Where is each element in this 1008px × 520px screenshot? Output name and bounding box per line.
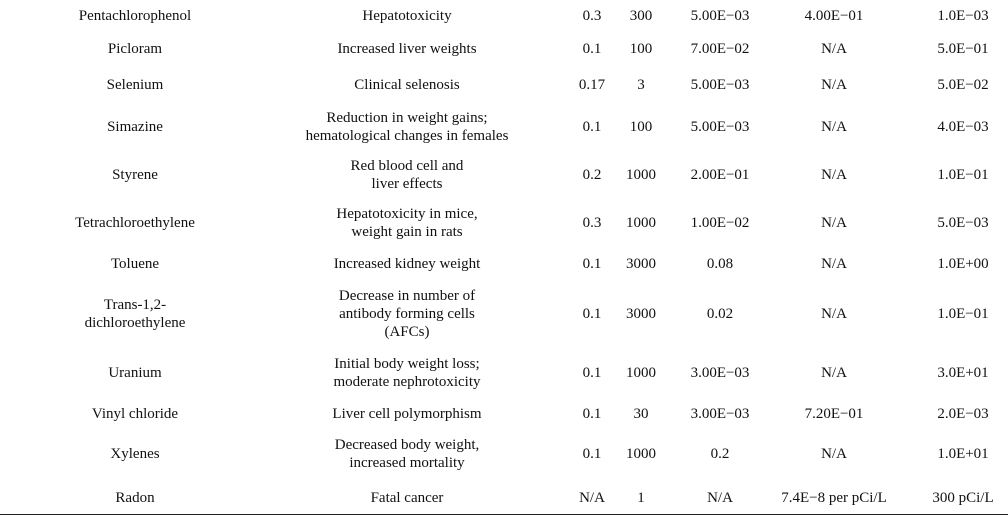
value-col-4: 3000 [626,256,656,272]
value-col-4: 100 [629,41,653,57]
chemical-name: Vinyl chloride [91,406,179,422]
value-col-3: 0.1 [582,365,602,381]
value-col-6: N/A [821,446,847,462]
value-col-7: 1.0E+00 [937,256,989,272]
value-col-3: 0.3 [582,8,602,24]
value-col-4: 1000 [626,167,656,183]
table-row [0,66,1008,104]
value-col-6: 7.4E−8 per pCi/L [781,490,887,506]
table-row [0,104,1008,150]
critical-effect-line: antibody forming cells [339,306,475,322]
chemical-name: Styrene [112,167,158,183]
critical-effect [300,484,514,512]
value-col-7: 1.0E−03 [937,8,989,24]
critical-effect-line: Decreased body weight, [334,437,480,453]
critical-effect-line: Red blood cell and [350,158,464,174]
value-col-5: 5.00E−03 [690,77,750,93]
value-col-7: 5.0E−01 [937,41,989,57]
value-col-5: 3.00E−03 [690,365,750,381]
value-col-4: 30 [633,406,649,422]
critical-effect-line: increased mortality [349,455,465,471]
critical-effect [300,428,514,480]
critical-effect-line: Decrease in number of [338,288,476,304]
value-col-4: 3000 [626,306,656,322]
critical-effect [300,150,514,200]
critical-effect [300,346,514,400]
critical-effect-line: Initial body weight loss; [334,356,480,372]
critical-effect-line: Liver cell polymorphism [332,406,482,422]
value-col-3: N/A [579,490,605,506]
value-col-7: 5.0E−03 [937,215,989,231]
table-row [0,484,1008,512]
critical-effect-line: Hepatotoxicity in mice, [336,206,478,222]
critical-effect [300,200,514,246]
value-col-5: 2.00E−01 [690,167,750,183]
value-col-3: 0.2 [582,167,602,183]
value-col-5: 5.00E−03 [690,8,750,24]
chemical-name: Toluene [110,256,160,272]
value-col-6: N/A [821,306,847,322]
table-row [0,282,1008,346]
value-col-3: 0.1 [582,406,602,422]
value-col-7: 2.0E−03 [937,406,989,422]
table-row [0,0,1008,32]
value-col-7: 1.0E−01 [937,167,989,183]
table-row [0,428,1008,480]
table-row [0,400,1008,428]
critical-effect-line: Increased kidney weight [333,256,481,272]
value-col-4: 100 [629,119,653,135]
value-col-4: 1000 [626,446,656,462]
critical-effect [300,0,514,32]
critical-effect-line: hematological changes in females [305,128,509,144]
value-col-6: N/A [821,119,847,135]
table-row [0,150,1008,200]
critical-effect-line: Increased liver weights [337,41,477,57]
value-col-5: 7.00E−02 [690,41,750,57]
table-row [0,346,1008,400]
critical-effect [300,32,514,66]
chemical-name: Radon [115,490,155,506]
value-col-5: 0.08 [706,256,734,272]
value-col-7: 5.0E−02 [937,77,989,93]
value-col-7: 3.0E+01 [937,365,989,381]
critical-effect [300,104,514,150]
critical-effect-line: Clinical selenosis [354,77,460,93]
chemical-name: Uranium [108,365,162,381]
value-col-6: N/A [821,215,847,231]
chemical-name: Xylenes [110,446,160,462]
value-col-3: 0.1 [582,256,602,272]
value-col-6: N/A [821,365,847,381]
critical-effect-line: weight gain in rats [351,224,463,240]
table-row [0,32,1008,66]
value-col-4: 1000 [626,365,656,381]
value-col-4: 3 [637,77,645,93]
critical-effect-line: Fatal cancer [370,490,444,506]
value-col-6: N/A [821,77,847,93]
value-col-5: 3.00E−03 [690,406,750,422]
value-col-3: 0.1 [582,41,602,57]
value-col-3: 0.1 [582,306,602,322]
table-row [0,200,1008,246]
critical-effect-line: Hepatotoxicity [362,8,452,24]
critical-effect-line: moderate nephrotoxicity [333,374,481,390]
critical-effect [300,282,514,346]
value-col-7: 4.0E−03 [937,119,989,135]
chemical-name: Tetrachloroethylene [75,215,195,231]
value-col-6: N/A [821,256,847,272]
value-col-6: 4.00E−01 [804,8,864,24]
value-col-3: 0.1 [582,119,602,135]
value-col-5: 1.00E−02 [690,215,750,231]
value-col-6: N/A [821,41,847,57]
table-row [0,246,1008,282]
value-col-7: 1.0E+01 [937,446,989,462]
critical-effect-line: (AFCs) [384,324,430,340]
value-col-7: 300 pCi/L [932,490,994,506]
chemical-name: Selenium [106,77,164,93]
table-bottom-rule [0,514,1008,515]
critical-effect-line: Reduction in weight gains; [326,110,488,126]
value-col-3: 0.3 [582,215,602,231]
value-col-7: 1.0E−01 [937,306,989,322]
chemical-name: Pentachlorophenol [78,8,192,24]
value-col-6: N/A [821,167,847,183]
critical-effect [300,400,514,428]
chemical-name: Simazine [107,119,163,135]
critical-effect [300,66,514,104]
chemical-name: Trans-1,2-dichloroethylene [84,297,186,331]
critical-effect-line: liver effects [371,176,443,192]
chemical-name: Picloram [107,41,163,57]
value-col-3: 0.1 [582,446,602,462]
value-col-5: N/A [707,490,733,506]
value-col-5: 5.00E−03 [690,119,750,135]
value-col-6: 7.20E−01 [804,406,864,422]
critical-effect [300,246,514,282]
value-col-5: 0.02 [706,306,734,322]
value-col-4: 1000 [626,215,656,231]
value-col-3: 0.17 [578,77,606,93]
value-col-4: 1 [637,490,645,506]
value-col-5: 0.2 [710,446,730,462]
value-col-4: 300 [629,8,653,24]
